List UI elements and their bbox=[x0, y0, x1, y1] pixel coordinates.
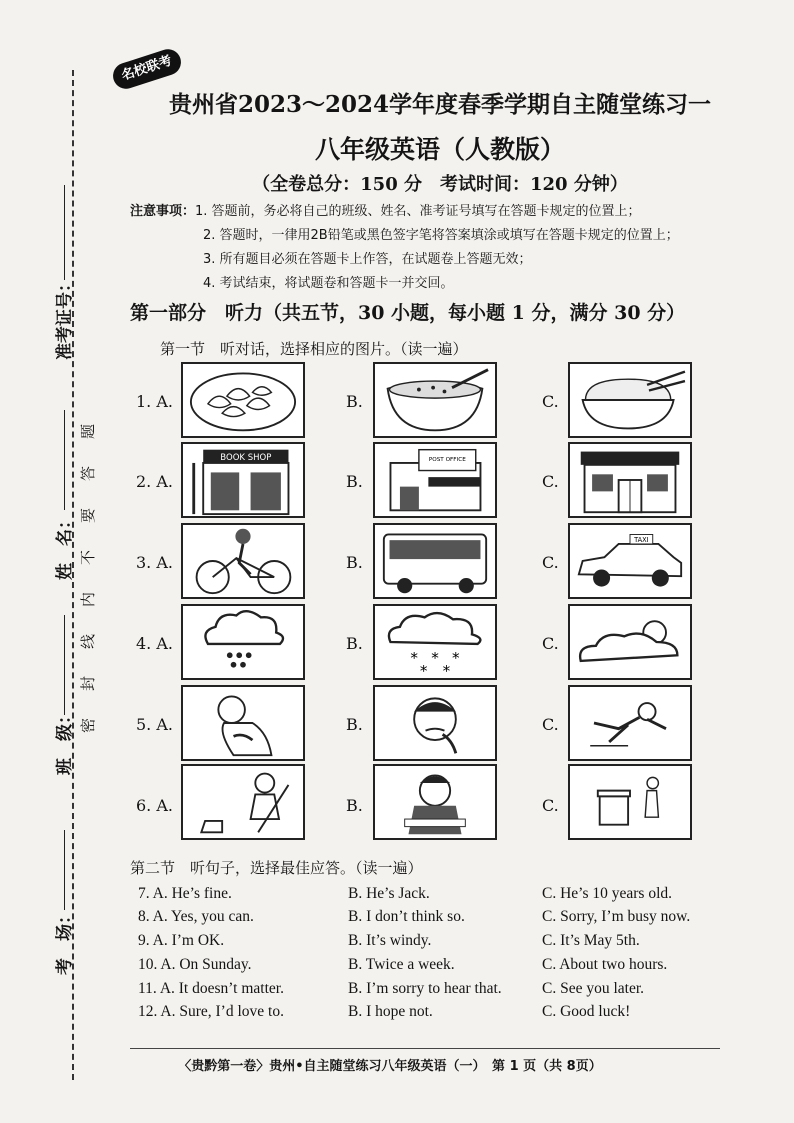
instruction-item: 4. 考试结束，将试题卷和答题卡一并交回。 bbox=[203, 276, 454, 291]
answer-row bbox=[130, 908, 750, 930]
seal-char: 题 bbox=[79, 423, 98, 440]
name-blank bbox=[64, 410, 65, 510]
answer-option-a: 10. A. On Sunday. bbox=[138, 956, 252, 973]
answer-option-b: B. I don’t think so. bbox=[348, 908, 465, 925]
room-label: 考 场： bbox=[55, 907, 75, 975]
taxi-sign: TAXI bbox=[634, 536, 649, 545]
book-shop-sign: BOOK SHOP bbox=[220, 453, 272, 464]
post-office-sign: POST OFFICE bbox=[428, 457, 466, 464]
joint-exam-badge: 名校联考 bbox=[110, 46, 185, 92]
binding-strip bbox=[0, 0, 105, 1123]
answer-option-b: B. Twice a week. bbox=[348, 956, 455, 973]
seal-char: 内 bbox=[79, 591, 98, 608]
seal-char: 密 bbox=[79, 717, 98, 734]
option-c-label: C. bbox=[542, 796, 559, 815]
instruction-item: 2. 答题时，一律用2B铅笔或黑色签字笔将答案填涂或填写在答题卡规定的位置上； bbox=[203, 228, 679, 243]
toothache-image[interactable] bbox=[373, 685, 497, 761]
answer-option-a: 9. A. I’m OK. bbox=[138, 932, 225, 949]
answer-option-b: B. I hope not. bbox=[348, 1003, 433, 1020]
post-office-image[interactable] bbox=[373, 442, 497, 518]
question-number: 6. A. bbox=[136, 796, 173, 815]
stomachache-image[interactable] bbox=[181, 685, 305, 761]
room-blank bbox=[64, 830, 65, 910]
answer-option-a: 12. A. Sure, I’d love to. bbox=[138, 1003, 284, 1020]
answer-option-b: B. He’s Jack. bbox=[348, 885, 430, 902]
page-footer: 〈贵黔第一卷〉贵州•自主随堂练习八年级英语（一） 第 1 页（共 8页） bbox=[178, 1059, 602, 1074]
footer-divider bbox=[130, 1048, 720, 1049]
instruction-item: 3. 所有题目必须在答题卡上作答，在试题卷上答题无效； bbox=[203, 252, 532, 267]
option-b-label: B. bbox=[346, 796, 363, 815]
question-number: 1. A. bbox=[136, 392, 173, 411]
score-time-info: （全卷总分：150 分 考试时间：120 分钟） bbox=[252, 174, 628, 195]
exam-id-blank bbox=[64, 185, 65, 280]
porridge-image[interactable] bbox=[373, 362, 497, 438]
class-label: 班 级： bbox=[55, 707, 75, 775]
fall-down-image[interactable] bbox=[568, 685, 692, 761]
answer-row bbox=[130, 932, 750, 954]
bus-image[interactable] bbox=[373, 523, 497, 599]
seal-notice bbox=[80, 415, 102, 755]
option-b-label: B. bbox=[346, 634, 363, 653]
question-number: 4. A. bbox=[136, 634, 173, 653]
option-b-label: B. bbox=[346, 392, 363, 411]
answer-option-a: 8. A. Yes, you can. bbox=[138, 908, 254, 925]
answer-option-c: C. It’s May 5th. bbox=[542, 932, 640, 949]
svg-text:*: * bbox=[431, 648, 439, 667]
question-number: 5. A. bbox=[136, 715, 173, 734]
subject-title: 八年级英语（人教版） bbox=[314, 135, 565, 164]
question-number: 2. A. bbox=[136, 472, 173, 491]
seal-char: 要 bbox=[79, 507, 98, 524]
answer-option-c: C. He’s 10 years old. bbox=[542, 885, 673, 902]
answer-option-b: B. It’s windy. bbox=[348, 932, 432, 949]
exam-title: 贵州省2023～2024学年度春季学期自主随堂练习一 bbox=[168, 91, 712, 118]
seal-char: 答 bbox=[79, 465, 98, 482]
option-c-label: C. bbox=[542, 553, 559, 572]
answer-option-c: C. Sorry, I’m busy now. bbox=[542, 908, 691, 925]
svg-text:*: * bbox=[410, 648, 418, 667]
answer-row bbox=[130, 956, 750, 978]
snowy-image[interactable] bbox=[373, 604, 497, 680]
instruction-item: 1. 答题前，务必将自己的班级、姓名、准考证号填写在答题卡规定的位置上； bbox=[195, 204, 641, 219]
option-c-label: C. bbox=[542, 472, 559, 491]
trash-bin-image[interactable] bbox=[568, 764, 692, 840]
option-b-label: B. bbox=[346, 472, 363, 491]
sweep-floor-image[interactable] bbox=[181, 764, 305, 840]
rice-bowl-image[interactable] bbox=[568, 362, 692, 438]
option-b-label: B. bbox=[346, 715, 363, 734]
option-c-label: C. bbox=[542, 634, 559, 653]
cloudy-image[interactable] bbox=[568, 604, 692, 680]
taxi-image[interactable] bbox=[568, 523, 692, 599]
question-number: 3. A. bbox=[136, 553, 173, 572]
section1-title: 第一节 听对话，选择相应的图片。（读一遍） bbox=[160, 340, 468, 358]
boy-eating-image[interactable] bbox=[373, 764, 497, 840]
answer-row bbox=[130, 1003, 750, 1025]
option-c-label: C. bbox=[542, 715, 559, 734]
svg-text:*: * bbox=[442, 662, 451, 678]
section2-title: 第二节 听句子，选择最佳应答。（读一遍） bbox=[130, 859, 423, 877]
bike-image[interactable] bbox=[181, 523, 305, 599]
answer-row bbox=[130, 885, 750, 907]
svg-text:*: * bbox=[452, 648, 460, 667]
part1-title: 第一部分 听力（共五节，30 小题，每小题 1 分，满分 30 分） bbox=[130, 302, 686, 324]
answer-option-c: C. About two hours. bbox=[542, 956, 668, 973]
instructions bbox=[130, 200, 679, 296]
answer-option-a: 11. A. It doesn’t matter. bbox=[138, 980, 284, 997]
answer-option-a: 7. A. He’s fine. bbox=[138, 885, 232, 902]
answer-option-c: C. Good luck! bbox=[542, 1003, 631, 1020]
seal-char: 不 bbox=[79, 549, 98, 566]
class-blank bbox=[64, 615, 65, 715]
book-shop-image[interactable] bbox=[181, 442, 305, 518]
exam-id-label: 准考证号： bbox=[55, 275, 75, 360]
svg-text:*: * bbox=[419, 662, 428, 678]
answer-option-c: C. See you later. bbox=[542, 980, 645, 997]
store-building-image[interactable] bbox=[568, 442, 692, 518]
seal-char: 线 bbox=[79, 633, 98, 650]
answer-row bbox=[130, 980, 750, 1002]
instructions-label: 注意事项： bbox=[130, 204, 196, 219]
dumplings-image[interactable] bbox=[181, 362, 305, 438]
answer-option-b: B. I’m sorry to hear that. bbox=[348, 980, 502, 997]
name-label: 姓 名： bbox=[55, 512, 75, 580]
option-c-label: C. bbox=[542, 392, 559, 411]
seal-char: 封 bbox=[79, 675, 98, 692]
option-b-label: B. bbox=[346, 553, 363, 572]
rainy-image[interactable] bbox=[181, 604, 305, 680]
